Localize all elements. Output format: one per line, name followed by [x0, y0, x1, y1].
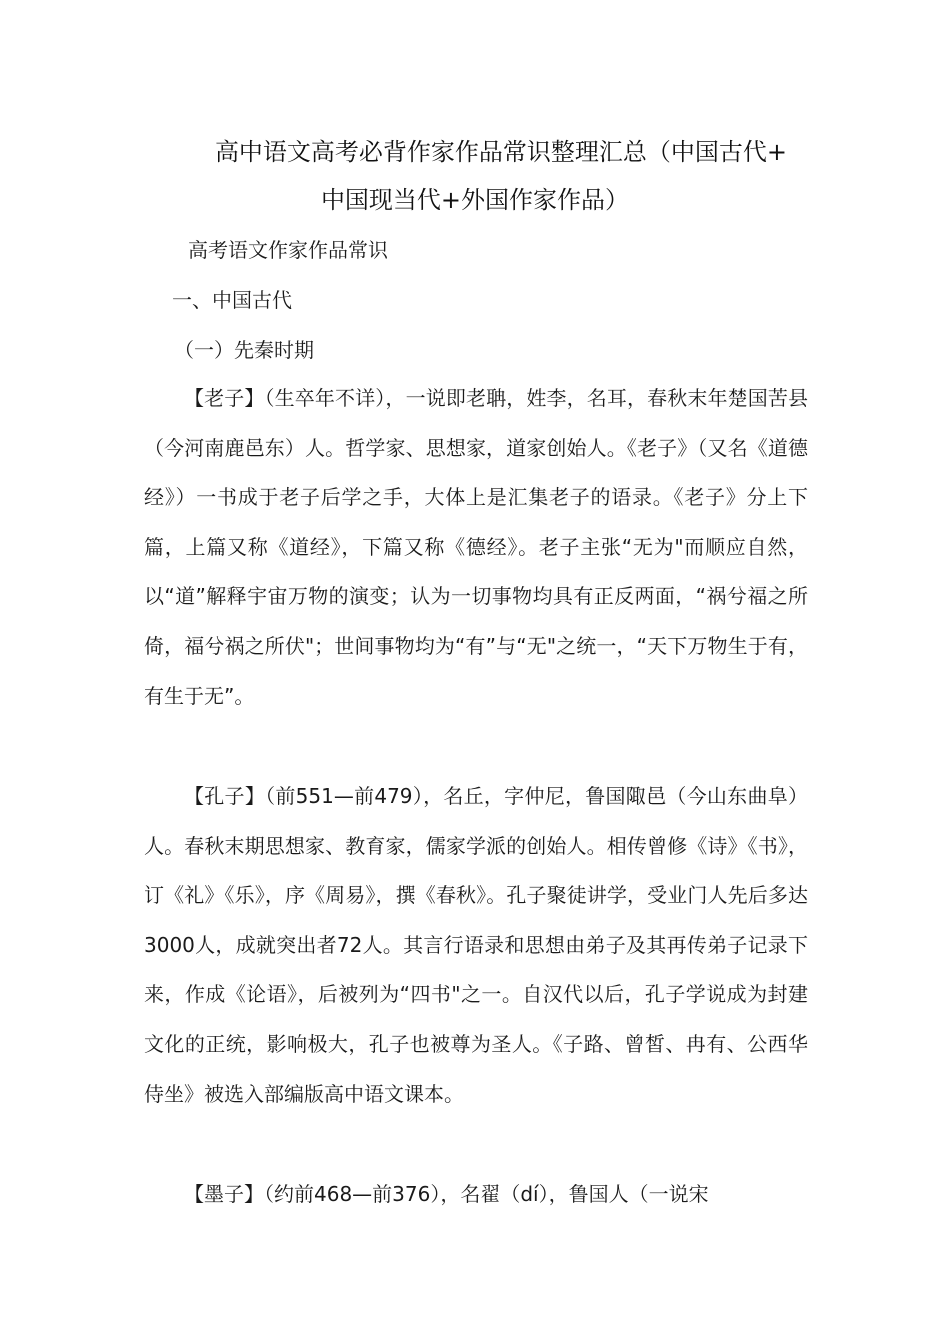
title-line-1: 高中语文高考必背作家作品常识整理汇总（中国古代+ — [214, 138, 788, 166]
title-line-2: 中国现当代+外国作家作品） — [320, 186, 630, 214]
subtitle: 高考语文作家作品常识 — [188, 238, 388, 262]
entry-tag: 【老子】 — [184, 386, 265, 410]
entry-tag: 【墨子】 — [184, 1182, 264, 1206]
document-title — [140, 128, 810, 224]
entry-text: （生卒年不详），一说即老聃，姓李，名耳，春秋末年楚国苦县（今河南鹿邑东）人。哲学家、思想家，道家创始人。《老子》（又名《道德经》）一书成于老子后学之手，大体上是汇集老子的语录。《老子》分上下篇，上篇又称《道经》，下篇又称《德经》。老子主张“无为"而顺应自然，以“道”解释宇宙万物的演变；认为一切事物均具有正反两面，“祸兮福之所倚，福兮祸之所伏"；世间事物均为“有”与“无"之统一，“天下万物生于有，有生于无”。 — [144, 386, 809, 708]
subsection-heading: （一）先秦时期 — [174, 338, 314, 362]
section-heading: 一、中国古代 — [172, 288, 292, 312]
entry-mozi — [144, 1170, 808, 1220]
entry-text: （前551—前479），名丘，字仲尼，鲁国陬邑（今山东曲阜）人。春秋末期思想家、教育家，儒家学派的创始人。相传曾修《诗》《书》，订《礼》《乐》，序《周易》，撰《春秋》。孔子聚徒讲学，受业门人先后多达3000人，成就突出者72人。其言行语录和思想由弟子及其再传弟子记录下来，作成《论语》，后被列为“四书"之一。自汉代以后，孔子学说成为封建文化的正统，影响极大，孔子也被尊为圣人。《子路、曾皙、冉有、公西华侍坐》被选入部编版高中语文课本。 — [144, 784, 808, 1106]
entry-tag: 【孔子】 — [184, 784, 266, 808]
entry-laozi — [144, 374, 808, 721]
entry-text: （约前468—前376），名翟（dí），鲁国人（一说宋 — [264, 1182, 709, 1206]
entry-kongzi — [144, 772, 808, 1119]
